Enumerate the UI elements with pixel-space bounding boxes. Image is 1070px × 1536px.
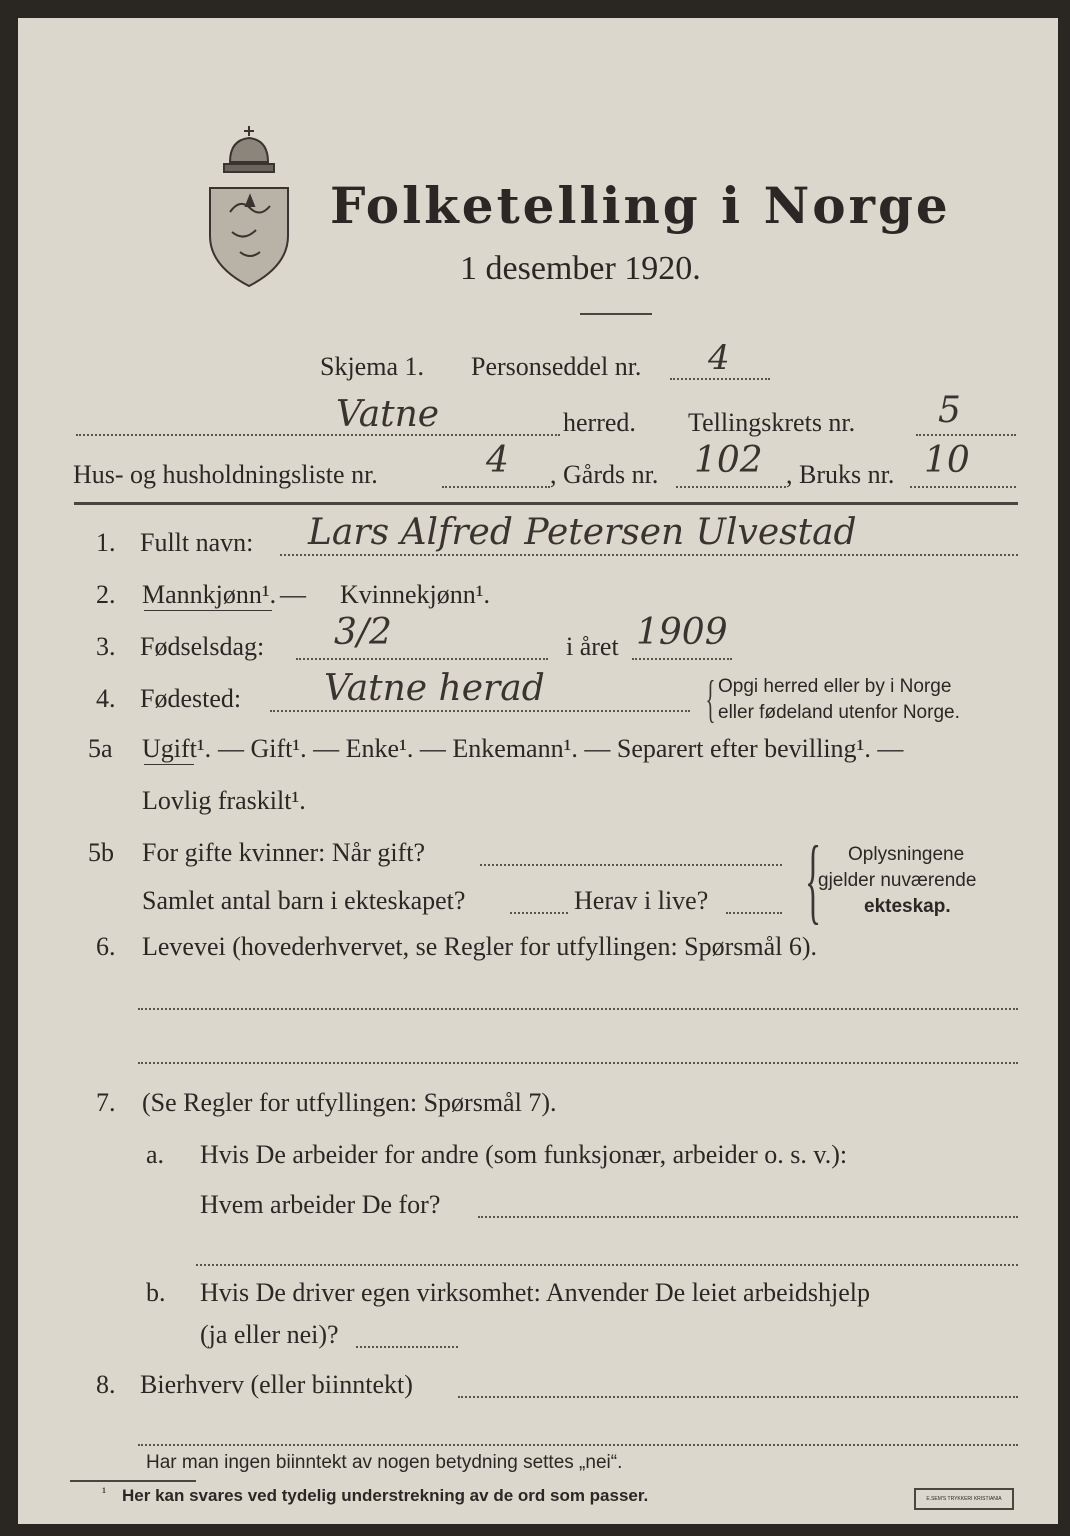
q2-male-underline [144, 610, 272, 611]
q7b-line1: Hvis De driver egen virksomhet: Anvender De leiet arbeidshjelp [200, 1278, 871, 1307]
census-form [18, 18, 1058, 1524]
q7b-number: b. [146, 1278, 166, 1307]
q3-line [296, 658, 548, 660]
q7a-line3-dots [196, 1264, 1018, 1266]
gards-label: , Gårds nr. [550, 460, 659, 489]
q8-number: 8. [96, 1370, 116, 1399]
q7a-number: a. [146, 1140, 165, 1169]
q6-number: 6. [96, 932, 116, 961]
q1-value: Lars Alfred Petersen Ulvestad [308, 512, 857, 553]
q4-brace: { [705, 671, 716, 728]
q7a-line2: Hvem arbeider De for? [200, 1190, 441, 1219]
q7a-line1: Hvis De arbeider for andre (som funksjonær, arbeider o. s. v.): [200, 1140, 848, 1169]
q5a-number: 5a [88, 734, 113, 763]
q3-year-line [632, 658, 732, 660]
tellingskrets-label: Tellingskrets nr. [688, 408, 856, 437]
printer-stamp [914, 1488, 1014, 1510]
q5b-note3: ekteskap. [864, 896, 951, 917]
title-divider [580, 313, 652, 315]
q7b-line2: (ja eller nei)? [200, 1320, 339, 1349]
q5a-ugift-underline [144, 764, 194, 765]
q2-male: Mannkjønn¹. [142, 580, 277, 609]
q4-note-line1: Opgi herred eller by i Norge [718, 676, 952, 697]
q6-label: Levevei (hovederhvervet, se Regler for utfyllingen: Spørsmål 6). [142, 932, 818, 961]
q2-number: 2. [96, 580, 116, 609]
form-title: Folketelling i Norge [330, 176, 951, 235]
q5b-line1: For gifte kvinner: Når gift? [142, 838, 426, 867]
q5a-options: — Gift¹. — Enke¹. — Enkemann¹. — Separert efter bevilling¹. — [218, 734, 904, 763]
personseddel-label: Personseddel nr. [471, 352, 642, 381]
q1-number: 1. [96, 528, 116, 557]
q5b-line1-dots [480, 864, 782, 866]
q7b-line2-dots [356, 1346, 458, 1348]
gards-line [676, 486, 786, 488]
q8-label: Bierhverv (eller biinntekt) [140, 1370, 413, 1399]
bruks-line [910, 486, 1016, 488]
q7-number: 7. [96, 1088, 116, 1117]
q4-label: Fødested: [140, 684, 242, 713]
herred-line [76, 434, 560, 436]
q4-note-line2: eller fødeland utenfor Norge. [718, 702, 960, 723]
q4-number: 4. [96, 684, 116, 713]
q5a-ugift: Ugift¹. [142, 734, 212, 763]
q5b-line2a-dots [510, 912, 568, 914]
q7-label: (Se Regler for utfyllingen: Spørsmål 7). [142, 1088, 557, 1117]
header-rule [74, 502, 1018, 505]
q1-label: Fullt navn: [140, 528, 254, 557]
form-date: 1 desember 1920. [460, 250, 701, 287]
herred-label: herred. [563, 408, 636, 437]
hus-line [442, 486, 550, 488]
q8-line2 [138, 1444, 1018, 1446]
bruks-value: 10 [924, 440, 970, 481]
q3-number: 3. [96, 632, 116, 661]
q5b-line2b-dots [726, 912, 782, 914]
skjema-label: Skjema 1. [320, 352, 424, 381]
q3-year-label: i året [566, 632, 619, 661]
coat-of-arms-icon [200, 122, 298, 292]
q5b-note1: Oplysningene [848, 844, 965, 865]
q3-label: Fødselsdag: [140, 632, 265, 661]
hus-value: 4 [486, 440, 509, 481]
q8-line1 [458, 1396, 1018, 1398]
personseddel-value: 4 [708, 338, 730, 378]
q8-note: Har man ingen biinntekt av nogen betydning settes „nei“. [146, 1452, 623, 1473]
gards-value: 102 [694, 440, 763, 481]
q3-year-value: 1909 [636, 612, 728, 653]
q4-line [270, 710, 690, 712]
q5b-number: 5b [88, 838, 114, 867]
herred-value: Vatne [336, 394, 440, 435]
printer-stamp-text: E.SEM'S TRYKKERI KRISTIANIA [926, 1496, 1002, 1502]
tellingskrets-line [916, 434, 1016, 436]
q6-line1 [138, 1008, 1018, 1010]
hus-label: Hus- og husholdningsliste nr. [73, 460, 378, 489]
q5b-line2a: Samlet antal barn i ekteskapet? [142, 886, 466, 915]
footnote-mark: ¹ [102, 1486, 107, 1501]
bruks-label: , Bruks nr. [786, 460, 895, 489]
q4-value: Vatne herad [324, 668, 545, 709]
q5a-line2: Lovlig fraskilt¹. [142, 786, 306, 815]
q2-female: Kvinnekjønn¹. [340, 580, 491, 609]
q2-separator: — [280, 580, 306, 609]
q6-line2 [138, 1062, 1018, 1064]
footnote-rule [70, 1480, 196, 1482]
q5b-line2b: Herav i live? [574, 886, 709, 915]
q7a-line2-dots [478, 1216, 1018, 1218]
personseddel-line [670, 378, 770, 380]
q5b-brace: { [804, 826, 822, 933]
q5b-note2: gjelder nuværende [818, 870, 977, 891]
q1-line [280, 554, 1018, 556]
tellingskrets-value: 5 [938, 390, 961, 431]
footnote-text: Her kan svares ved tydelig understrekning av de ord som passer. [122, 1486, 649, 1505]
q3-value: 3/2 [334, 612, 392, 653]
